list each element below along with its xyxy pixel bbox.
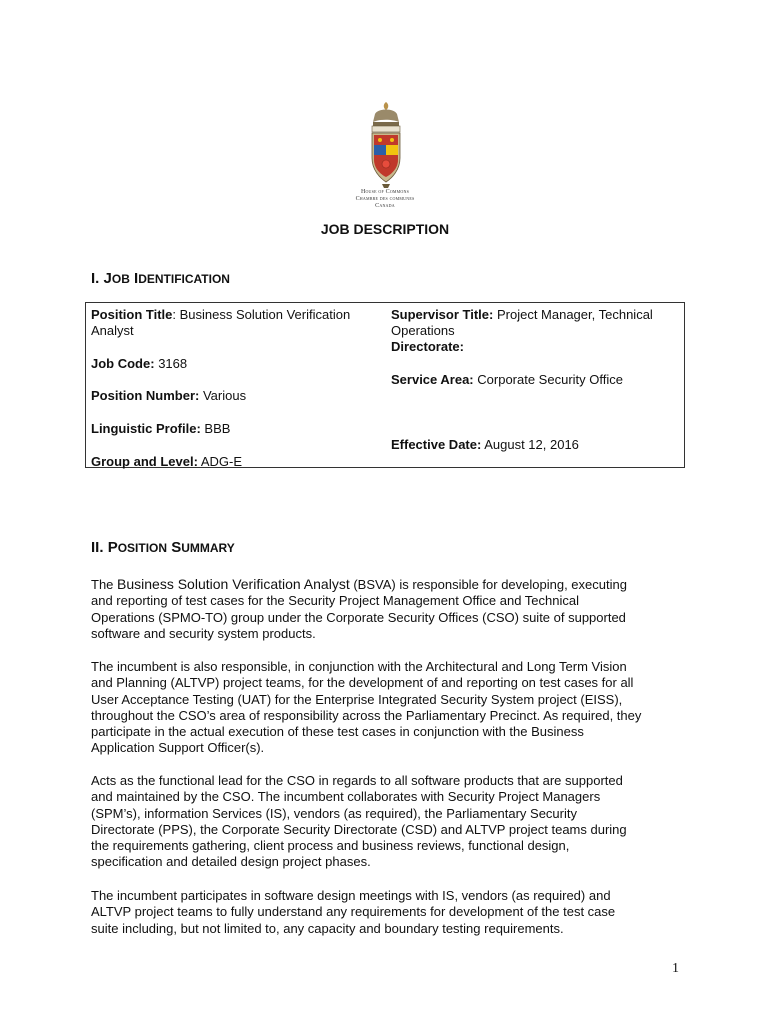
position-number-field [91, 388, 246, 404]
paragraph-text: (BSVA) is responsible for developing, executing [349, 577, 627, 592]
job-identification-table [85, 302, 685, 468]
position-number-value: Various [202, 388, 247, 403]
paragraph-line: and maintained by the CSO. The incumbent collaborates with Security Project Managers [91, 789, 601, 805]
heading-rest: OB [111, 272, 130, 286]
heading-rest: DENTIFICATION [138, 272, 230, 286]
position-title-field: Position Title: Business Solution Verification Analyst [91, 307, 351, 338]
paragraph-line: participate in the actual execution of these test cases in conjunction with the Business [91, 724, 584, 740]
paragraph-line: User Acceptance Testing (UAT) for the Enterprise Integrated Security System project (EISS), [91, 691, 623, 707]
paragraph-line: specification and detailed design project phases. [91, 854, 371, 870]
position-number-label: Position Number: [91, 388, 200, 403]
paragraph-line: suite including, but not limited to, any capacity and boundary testing requirements. [91, 920, 564, 936]
section-number: I. [91, 270, 100, 287]
paragraph-line: and Planning (ALTVP) project teams, for the development of and reporting on test cases for all [91, 675, 634, 691]
paragraph-line: Directorate (PPS), the Corporate Security Directorate (CSD) and ALTVP project teams during [91, 821, 627, 837]
section-number: II. [91, 539, 104, 556]
heading-rest: UMMARY [181, 541, 235, 555]
heading-rest: OSITION [117, 541, 168, 555]
summary-paragraph-4 [91, 888, 691, 937]
supervisor-title-label: Supervisor Title: [391, 307, 494, 322]
summary-paragraph-3 [91, 773, 691, 871]
position-title-value: Business Solution Verification [179, 307, 351, 322]
paragraph-line: the requirements gathering, client process and business reviews, functional design, [91, 838, 570, 854]
page-number: 1 [672, 961, 679, 976]
effective-date-field [391, 437, 579, 453]
service-area-label: Service Area: [391, 372, 474, 387]
crest-caption [300, 189, 470, 210]
section-heading-job-identification [91, 270, 230, 287]
position-title-label: Position Title [91, 307, 173, 322]
paragraph-line: throughout the CSO’s area of responsibility across the Parliamentary Precinct. As required, they [91, 707, 642, 723]
summary-paragraph-2 [91, 659, 691, 757]
job-code-field [91, 356, 187, 372]
section-heading-position-summary [91, 539, 235, 556]
supervisor-title-field [391, 307, 681, 355]
linguistic-profile-value: BBB [204, 421, 231, 436]
job-code-value: 3168 [158, 356, 188, 371]
service-area-field [391, 372, 623, 388]
position-name-highlight: Business Solution Verification Analyst [117, 576, 350, 592]
paragraph-line: The incumbent is also responsible, in conjunction with the Architectural and Long Term Vision [91, 659, 627, 674]
supervisor-title-value-cont: Operations [391, 323, 455, 338]
supervisor-title-value: Project Manager, Technical [496, 307, 653, 322]
heading-initial: S [171, 539, 182, 556]
crest-caption-line: House of Commons [360, 189, 410, 195]
heading-initial: I [134, 270, 139, 287]
effective-date-value: August 12, 2016 [484, 437, 579, 452]
paragraph-line: Operations (SPMO-TO) group under the Corporate Security Offices (CSO) suite of supported [91, 609, 626, 625]
job-code-label: Job Code: [91, 356, 155, 371]
paragraph-line: software and security system products. [91, 625, 316, 641]
heading-initial: P [107, 539, 118, 556]
paragraph-line: Application Support Officer(s). [91, 740, 265, 756]
house-of-commons-crest [358, 100, 414, 190]
group-level-value: ADG-E [200, 454, 242, 469]
document-title: JOB DESCRIPTION [320, 221, 450, 237]
crest-caption-line: Chambre des communes [355, 196, 415, 202]
summary-paragraph-1 [91, 576, 691, 642]
group-level-field [91, 454, 242, 470]
paragraph-line: Acts as the functional lead for the CSO in regards to all software products that are supported [91, 773, 623, 788]
paragraph-line: ALTVP project teams to fully understand any requirements for development of the test case [91, 904, 616, 920]
paragraph-line [91, 576, 691, 593]
heading-initial: J [103, 270, 112, 287]
position-title-value-cont: Analyst [91, 323, 134, 338]
paragraph-line: and reporting of test cases for the Security Project Management Office and Technical [91, 593, 580, 609]
service-area-value: Corporate Security Office [477, 372, 623, 387]
group-level-label: Group and Level: [91, 454, 198, 469]
paragraph-line: (SPM’s), information Services (IS), vendors (as required), the Parliamentary Security [91, 805, 577, 821]
effective-date-label: Effective Date: [391, 437, 482, 452]
linguistic-profile-field [91, 421, 230, 437]
paragraph-text: The [91, 577, 118, 592]
directorate-label: Directorate: [391, 339, 464, 354]
crest-caption-line: Canada [375, 203, 395, 209]
linguistic-profile-label: Linguistic Profile: [91, 421, 201, 436]
paragraph-line: The incumbent participates in software design meetings with IS, vendors (as required) and [91, 888, 611, 903]
